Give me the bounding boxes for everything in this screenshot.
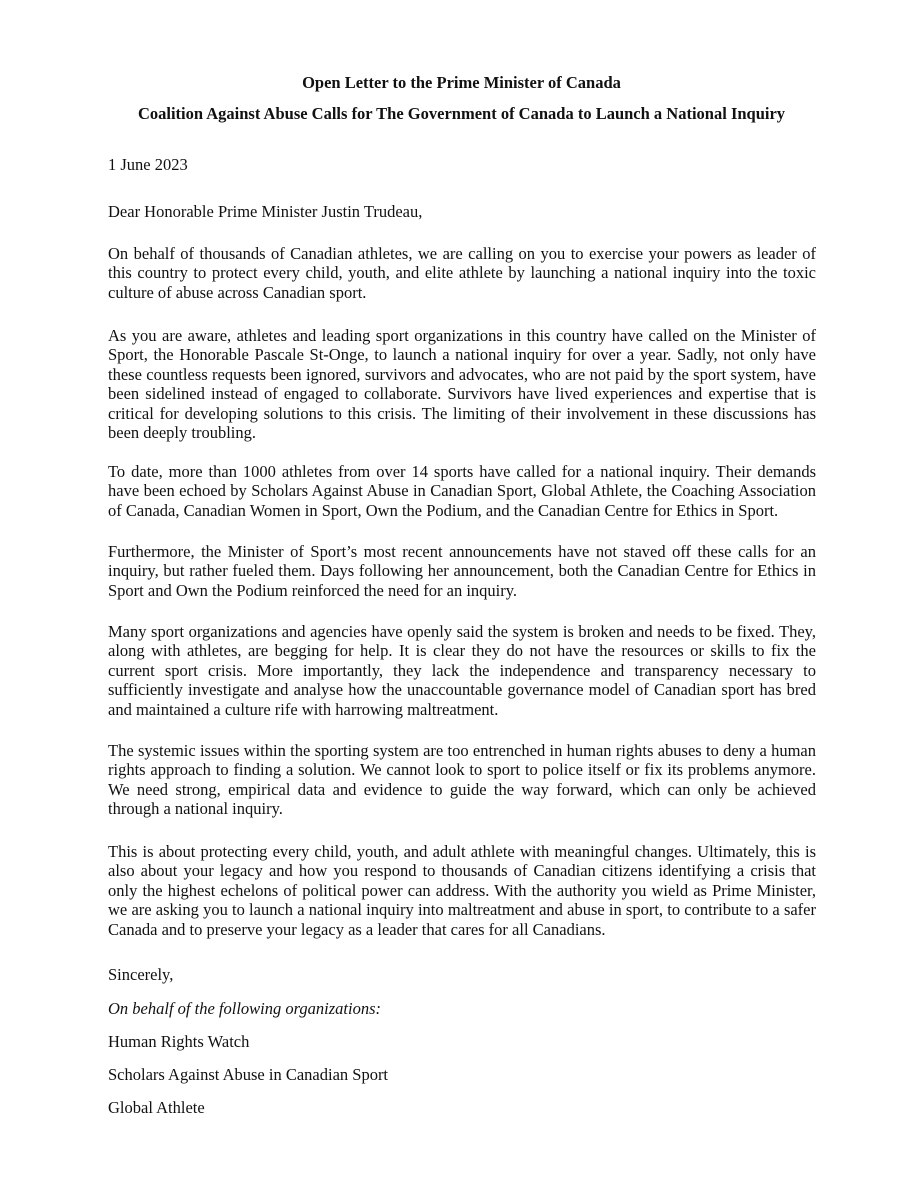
paragraph-4: Furthermore, the Minister of Sport’s most recent announcements have not staved off these calls for an inquiry, but rather fueled them. Days following her announcement, both the Canadian Centre for Ethics in Sport and Own the Podium reinforced the need for an inquiry. xyxy=(108,542,816,600)
letter-subtitle: Coalition Against Abuse Calls for The Government of Canada to Launch a National Inquiry xyxy=(137,104,786,123)
paragraph-3: To date, more than 1000 athletes from over 14 sports have called for a national inquiry. Their demands have been echoed by Scholars Against Abuse in Canadian Sport, Global Athlete, the Coaching Association of Canada, Canadian Women in Sport, Own the Podium, and the Canadian Centre for Ethics in Sport. xyxy=(108,462,816,520)
paragraph-6: The systemic issues within the sporting system are too entrenched in human rights abuses to deny a human rights approach to finding a solution. We cannot look to sport to police itself or fix its problems anymore. We need strong, empirical data and evidence to guide the way forward, which can only be achieved through a national inquiry. xyxy=(108,741,816,819)
salutation: Dear Honorable Prime Minister Justin Trudeau, xyxy=(108,202,423,221)
paragraph-1: On behalf of thousands of Canadian athletes, we are calling on you to exercise your powers as leader of this country to protect every child, youth, and elite athlete by launching a national inquiry into the toxic culture of abuse across Canadian sport. xyxy=(108,244,816,302)
letter-title: Open Letter to the Prime Minister of Canada xyxy=(302,73,621,92)
on-behalf-line: On behalf of the following organizations: xyxy=(108,999,382,1018)
organization-item: Human Rights Watch xyxy=(108,1032,250,1051)
paragraph-5: Many sport organizations and agencies have openly said the system is broken and needs to be fixed. They, along with athletes, are begging for help. It is clear they do not have the resources or skills to fix the current sport crisis. More importantly, they lack the independence and transparency necessary to sufficiently investigate and analyse how the unaccountable governance model of Canadian sport has bred and maintained a culture rife with harrowing maltreatment. xyxy=(108,622,816,719)
paragraph-2: As you are aware, athletes and leading sport organizations in this country have called on the Minister of Sport, the Honorable Pascale St-Onge, to launch a national inquiry for over a year. Sadly, not only have these countless requests been ignored, survivors and advocates, who are not paid by the sport system, have been sidelined instead of engaged to collaborate. Survivors have lived experiences and expertise that is critical for developing solutions to this crisis. The limiting of their involvement in these discussions has been deeply troubling. xyxy=(108,326,816,443)
closing: Sincerely, xyxy=(108,965,174,984)
organization-item: Global Athlete xyxy=(108,1098,205,1117)
organization-item: Scholars Against Abuse in Canadian Sport xyxy=(108,1065,389,1084)
letter-date: 1 June 2023 xyxy=(108,155,188,174)
paragraph-7: This is about protecting every child, youth, and adult athlete with meaningful changes. Ultimately, this is also about your legacy and how you respond to thousands of Canadian citizens identifying a crisis that only the highest echelons of political power can address. With the authority you wield as Prime Minister, we are asking you to launch a national inquiry into maltreatment and abuse in sport, to contribute to a safer Canada and to preserve your legacy as a leader that cares for all Canadians. xyxy=(108,842,816,939)
